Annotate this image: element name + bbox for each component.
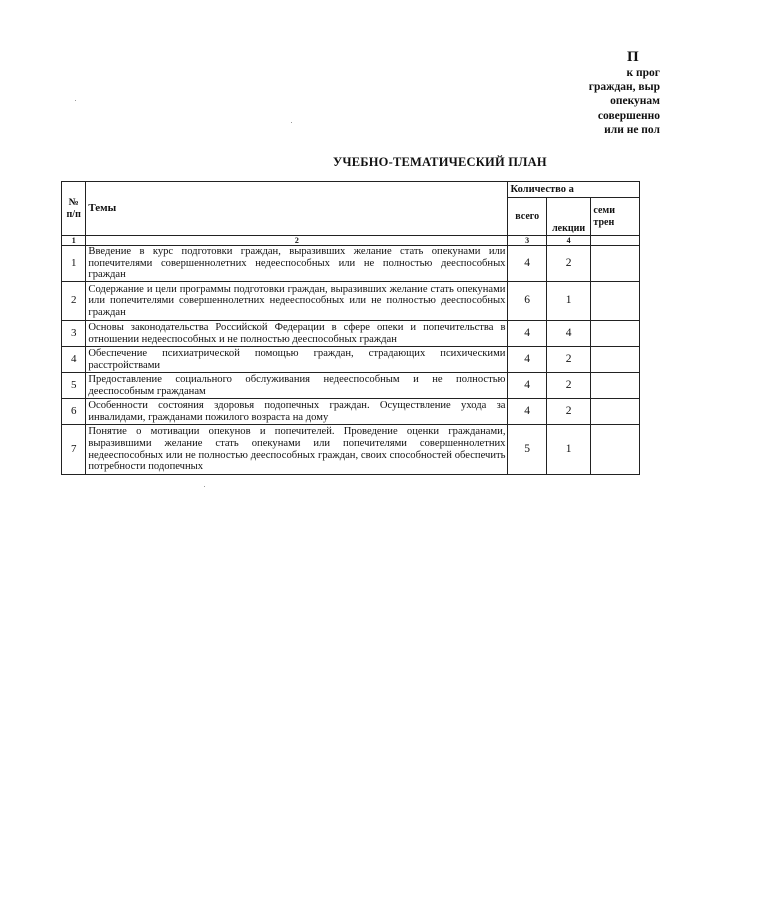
row-total: 4: [508, 373, 546, 399]
row-lectures: 2: [546, 347, 591, 373]
row-topic: Основы законодательства Российской Федерации в сфере опеки и попечительства в отношении недееспособных и не полностью дееспособных граждан: [86, 321, 508, 347]
row-seminars: [591, 246, 640, 282]
row-topic: Обеспечение психиатрической помощью граждан, страдающих психическими расстройствами: [86, 347, 508, 373]
row-seminars: [591, 282, 640, 321]
row-seminars: [591, 399, 640, 425]
header-total: всего: [508, 198, 546, 236]
appendix-line: опекунам: [610, 95, 660, 108]
table-row: [62, 373, 640, 399]
index-cell: 1: [62, 236, 86, 246]
row-seminars: [591, 321, 640, 347]
curriculum-table: [61, 181, 640, 475]
appendix-title: П: [627, 49, 639, 65]
row-total: 4: [508, 246, 546, 282]
row-total: 4: [508, 321, 546, 347]
row-topic: Введение в курс подготовки граждан, выразивших желание стать опекунами или попечителями совершеннолетних недееспособных или не полностью дееспособных граждан: [86, 246, 508, 282]
row-lectures: 2: [546, 373, 591, 399]
row-number: 6: [62, 399, 86, 425]
appendix-line: граждан, выр: [588, 81, 660, 94]
row-number: 3: [62, 321, 86, 347]
row-total: 6: [508, 282, 546, 321]
row-lectures: 1: [546, 425, 591, 475]
header-quantity: Количество а: [508, 182, 640, 198]
header-number: № п/п: [62, 182, 86, 236]
header-seminars: семи трен: [591, 198, 640, 236]
table-row: [62, 399, 640, 425]
table-row: [62, 282, 640, 321]
table-row: [62, 347, 640, 373]
row-lectures: 4: [546, 321, 591, 347]
header-lectures: лекции: [546, 198, 591, 236]
row-lectures: 2: [546, 246, 591, 282]
row-number: 7: [62, 425, 86, 475]
plan-title: УЧЕБНО-ТЕМАТИЧЕСКИЙ ПЛАН: [333, 155, 547, 169]
index-cell: 3: [508, 236, 546, 246]
row-seminars: [591, 347, 640, 373]
appendix-line: или не пол: [604, 123, 660, 136]
row-topic: Содержание и цели программы подготовки граждан, выразивших желание стать опекунами или попечителями совершеннолетних недееспособных или не полностью дееспособных граждан: [86, 282, 508, 321]
row-seminars: [591, 425, 640, 475]
row-lectures: 1: [546, 282, 591, 321]
row-topic: Понятие о мотивации опекунов и попечителей. Проведение оценки гражданами, выразившими желание стать опекунами или попечителями совершеннолетних недееспособных или не полностью дееспособных граждан, своих способностей обеспечить потребности подопечных: [86, 425, 508, 475]
scan-speck: [75, 100, 76, 101]
table-row: [62, 425, 640, 475]
row-total: 4: [508, 347, 546, 373]
index-cell: 4: [546, 236, 591, 246]
index-cell: 2: [86, 236, 508, 246]
row-topic: Предоставление социального обслуживания недееспособным и не полностью дееспособным гражданам: [86, 373, 508, 399]
row-number: 4: [62, 347, 86, 373]
table-row: [62, 321, 640, 347]
row-number: 1: [62, 246, 86, 282]
table-row: [62, 246, 640, 282]
header-topic: Темы: [86, 182, 508, 236]
appendix-header: [520, 48, 660, 137]
row-seminars: [591, 373, 640, 399]
row-total: 5: [508, 425, 546, 475]
row-lectures: 2: [546, 399, 591, 425]
appendix-line: совершенно: [597, 109, 660, 122]
row-number: 2: [62, 282, 86, 321]
row-topic: Особенности состояния здоровья подопечных граждан. Осуществление ухода за инвалидами, гражданами пожилого возраста на дому: [86, 399, 508, 425]
scan-speck: [204, 486, 205, 487]
row-total: 4: [508, 399, 546, 425]
index-cell: [591, 236, 640, 246]
scan-speck: [291, 122, 292, 123]
row-number: 5: [62, 373, 86, 399]
appendix-line: к прог: [626, 67, 660, 79]
